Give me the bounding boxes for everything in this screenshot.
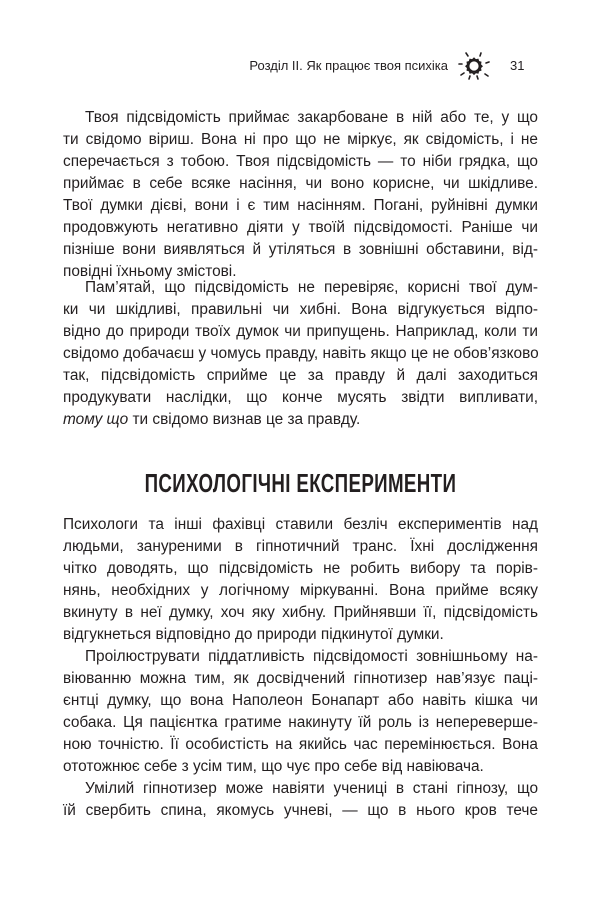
- text-line: ки чи шкідливі, правильні чи хибні. Вона відгукується відпо-: [63, 301, 538, 318]
- text-line: чітко доводять, що підсвідомість не робить вибору та порів-: [63, 560, 538, 577]
- text-line: сперечається з тобою. Твоя підсвідомість — то ніби грядка, що: [63, 153, 538, 170]
- text-line: Психологи та інші фахівці ставили безліч експериментів над: [63, 516, 538, 533]
- text-line: відгукнеться відповідно до природи підкинутої думки.: [63, 626, 444, 643]
- text-line: людьми, зануреними в гіпнотичний транс. Їхні дослідження: [63, 538, 538, 555]
- text-line: вкинуту в неї думку, хоч яку хибну. Прийнявши її, підсвідомість: [63, 604, 538, 621]
- text-line: ти свідомо віриш. Вона ні про що не міркує, як свідомість, і не: [63, 131, 538, 148]
- text-line: [63, 409, 538, 431]
- text-line: нянь, необхідних у логічному міркуванні. Вона прийме всяку: [63, 582, 538, 599]
- text-line: приймає в себе всяке насіння, чи воно корисне, чи шкідливе.: [63, 175, 538, 192]
- paragraph-4: [63, 646, 538, 778]
- text-line: Умілий гіпнотизер може навіяти учениці в стані гіпнозу, що: [85, 780, 538, 797]
- text-run: ти свідомо визнав це за правду.: [128, 411, 361, 428]
- text-line: пізніше вони виявляться й утіляться в зовнішні обставини, від-: [63, 241, 538, 258]
- paragraph-5: [63, 778, 538, 822]
- text-line: єнтці думку, що вона Наполеон Бонапарт або навіть кішка чи: [63, 692, 538, 709]
- running-head-title: Розділ ІІ. Як працює твоя психіка: [249, 58, 448, 73]
- text-line: свідомо добачаєш у чомусь правду, навіть якщо це не обов’язково: [63, 345, 539, 362]
- sun-gear-icon: [457, 49, 491, 83]
- text-line: Пам’ятай, що підсвідомість не перевіряє, корисні твої дум-: [85, 279, 538, 296]
- text-line: продовжують негативно діяти у твоїй підсвідомості. Раніше чи: [63, 219, 538, 236]
- section-heading-text: ПСИХОЛОГІЧНІ ЕКСПЕРИМЕНТИ: [144, 468, 456, 498]
- text-line: Проілюструвати піддатливість підсвідомості зовнішньому на-: [85, 648, 538, 665]
- text-line: продукувати наслідки, що конче мусять звідти випливати,: [63, 389, 538, 406]
- text-line: ототожнює себе з усім тим, що чує про себе від навіювача.: [63, 758, 484, 775]
- page-number: 31: [510, 58, 525, 73]
- text-line: їй свербить спина, якомусь учневі, — що в нього кров тече: [63, 802, 538, 819]
- text-line: собака. Ця пацієнтка гратиме накинуту їй роль із неперевершe-: [63, 714, 538, 731]
- text-line: так, підсвідомість сприйме це за правду й далі заходиться: [63, 367, 538, 384]
- paragraph-2: [63, 277, 538, 431]
- running-head: [0, 55, 600, 79]
- text-line: ною точністю. Її особистість на якийсь час перемінюється. Вона: [63, 736, 538, 753]
- paragraph-3: [63, 514, 538, 646]
- paragraph-1: [63, 107, 538, 283]
- text-line: повідні їхньому змістові.: [63, 263, 237, 280]
- text-line: відно до природи твоїх думок чи припущень. Наприклад, коли ти: [63, 323, 538, 340]
- text-line: віюванню можна тим, як досвідчений гіпнотизер нав’язує паці-: [63, 670, 538, 687]
- text-line: Твої думки дієві, вони і є тим насінням. Погані, руйнівні думки: [63, 197, 538, 214]
- italic-phrase: тому що: [63, 411, 129, 428]
- text-line: Твоя підсвідомість приймає закарбоване в ній або те, у що: [85, 109, 538, 126]
- section-heading: [0, 468, 600, 499]
